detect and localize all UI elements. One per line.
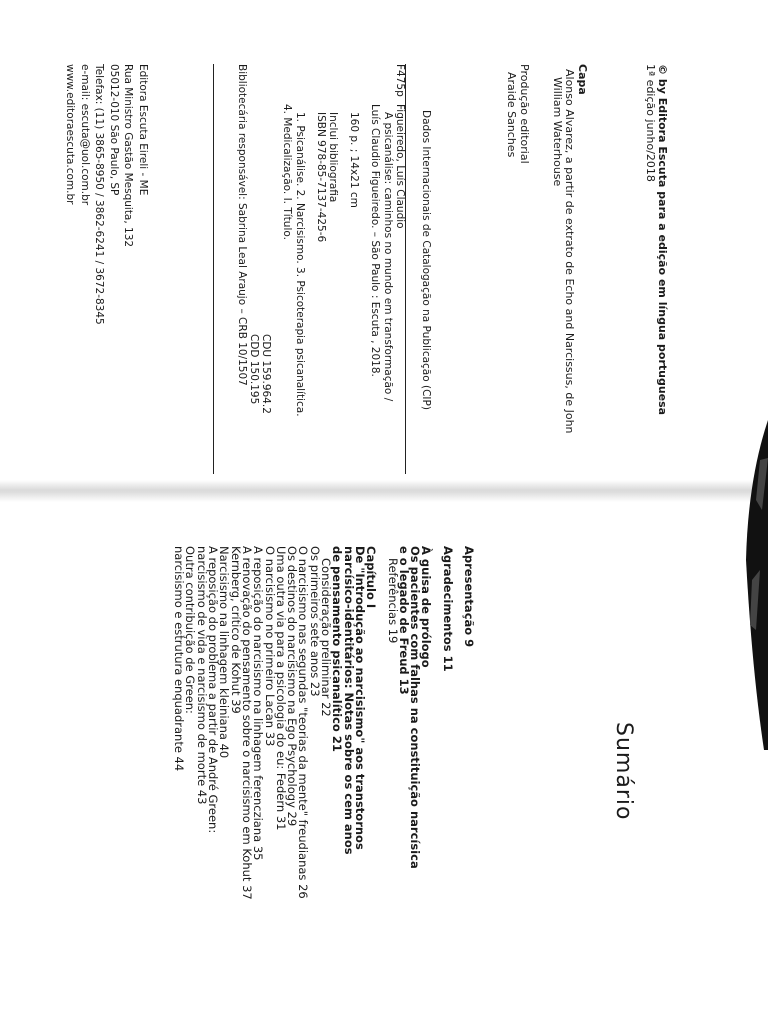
publisher-line-4: Telefax: (11) 3865-8950 / 3862-6241 / 3672-8345: [93, 64, 106, 325]
cip-isbn: ISBN 978-85-7137-425-6: [314, 112, 327, 243]
toc-entry[interactable]: Referências 19: [385, 558, 400, 644]
toc-entry[interactable]: Apresentação 9: [462, 546, 476, 648]
page-edge-shadow: [738, 420, 768, 750]
edition-line: 1ª edição junho/2018: [644, 64, 657, 182]
cip-title: Dados Internacionais de Catalogação na Publicação (CIP): [420, 110, 432, 410]
toc-entry[interactable]: Agradecimentos 11: [440, 546, 455, 672]
toc-entry[interactable]: Outra contribuição de Green:: [183, 546, 198, 714]
toc-entry[interactable]: A renovação do pensamento sobre o narcisismo em Kohut 37: [239, 546, 254, 900]
cip-block: [236, 64, 432, 417]
toc-entry[interactable]: Narcisismo na linhagem kleiniana 40: [217, 546, 232, 759]
toc-entry[interactable]: O narcisismo no primeiro Lacan 33: [262, 546, 277, 747]
cip-pages: 160 p. ; 14x21 cm: [348, 112, 361, 208]
toc-entry[interactable]: Uma outra via para a psicologia do eu: Federn 31: [273, 546, 288, 831]
toc-entry[interactable]: narcísico-identitários: Notas sobre os cem anos: [341, 546, 356, 855]
producao-heading: Produção editorial: [518, 64, 531, 164]
cover-credits: [551, 64, 589, 434]
publisher-line-5: e-mail: escuta@uol.com.br: [79, 64, 91, 206]
cip-subjects-2: 4. Medicalização. I. Título.: [281, 104, 294, 240]
toc-entry[interactable]: O narcisismo nas segundas "teorias da mente" freudianas 26: [296, 546, 311, 899]
toc-entry[interactable]: narcisismo e estrutura enquadrante 44: [172, 546, 187, 772]
cip-title-line: A psicanálise: caminhos no mundo em transformação /: [381, 112, 394, 402]
toc-entry[interactable]: A reposição do problema a partir de André Green:: [206, 546, 221, 834]
toc-entry[interactable]: Consideração preliminar 22: [319, 558, 334, 717]
cip-subjects-1: 1. Psicanálise. 2. Narcisismo. 3. Psicoterapia psicanalítica.: [293, 112, 306, 417]
publisher-line-3: 05012-010 São Paulo, SP: [108, 64, 120, 196]
production-credits: [505, 64, 530, 164]
copyright-line: © by Editora Escuta para a edição em língua portuguesa: [656, 64, 669, 416]
toc-entry[interactable]: À guisa de prólogo: [419, 546, 434, 668]
toc-entry[interactable]: A reposição do narcisismo na linhagem ferencziana 35: [251, 546, 266, 861]
cip-imprint: Luís Claudio Figueiredo. – São Paulo : Escuta , 2018.: [369, 104, 382, 377]
spine-shadow: [0, 480, 768, 502]
toc-entry[interactable]: Capítulo I: [364, 546, 379, 609]
toc-entry[interactable]: de pensamento psicanalítico 21: [330, 546, 345, 752]
publisher-line-2: Rua Ministro Gastão Mesquita, 132: [122, 64, 135, 248]
capa-heading: Capa: [576, 64, 589, 95]
cip-code: F475p: [393, 64, 406, 97]
cip-librarian: Bibliotecária responsável: Sabrina Leal Araujo – CRB 10/1507: [235, 64, 248, 386]
toc-entry[interactable]: Os primeiros sete anos 23: [307, 546, 322, 697]
cip-author: Figueiredo, Luís Claudio: [393, 104, 406, 229]
toc-entry[interactable]: e o legado de Freud 13: [396, 546, 411, 695]
toc-entry[interactable]: Kernberg, crítico de Kohut 39: [228, 546, 243, 714]
capa-line-1: Alonso Alvarez, a partir de extrato de Echo and Narcissus, de John: [563, 69, 577, 434]
copyright-page: [644, 64, 668, 415]
cip-cdu: CDU 159.964.2: [260, 334, 273, 414]
toc-title: Sumário: [611, 722, 636, 821]
toc-entry[interactable]: narcisismo de vida e narcisismo de morte 43: [194, 546, 209, 805]
publisher-block: [63, 64, 150, 325]
cip-cdd: CDD 150.195: [247, 334, 260, 405]
publisher-line-1: Editora Escuta Eireli - ME: [137, 64, 149, 196]
toc-entry[interactable]: Os pacientes com falhas na constituição narcísica: [408, 546, 423, 869]
toc-list: [173, 546, 474, 900]
toc-entry[interactable]: De "Introdução ao narcisismo" aos transtornos: [352, 546, 367, 850]
producao-name: Araide Sanches: [505, 72, 519, 158]
toc-entry[interactable]: Os destinos do narcisismo na Ego Psychology 29: [285, 546, 300, 827]
cip-bibliography: Inclui bibliografia: [326, 112, 339, 203]
cip-bottom-rule: [213, 64, 214, 474]
publisher-line-6: www.editoraescuta.com.br: [64, 64, 77, 205]
capa-line-2: William Waterhouse: [551, 77, 564, 187]
